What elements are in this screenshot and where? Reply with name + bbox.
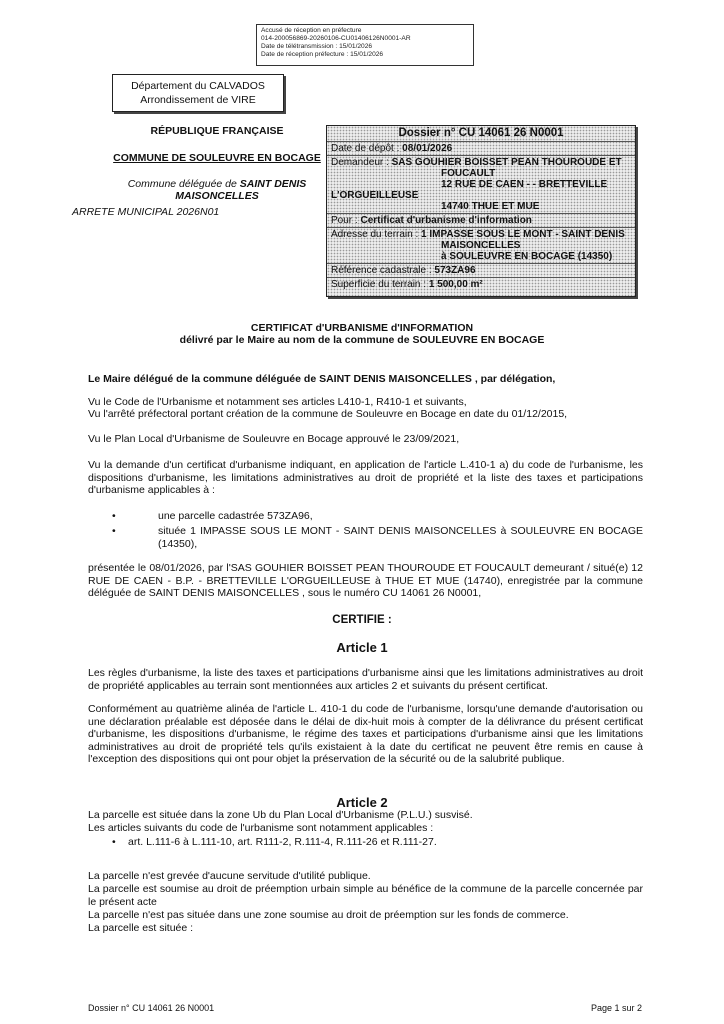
parcel-bullet: une parcelle cadastrée 573ZA96, bbox=[158, 510, 313, 522]
demandeur-line-2: FOUCAULT bbox=[441, 168, 496, 179]
reference-label: Référence cadastrale : bbox=[331, 265, 435, 276]
vu-demande: Vu la demande d'un certificat d'urbanisme indiquant, en application de l'article L.410-1 a) du code de l'urbanisme, les dispositions d'urbanisme, les limitations administratives au droit de propriété et la liste des taxes et participations d'urbanisme applicables à : bbox=[88, 459, 643, 496]
article-1-paragraph-2: Conformément au quatrième alinéa de l'article L. 410-1 du code de l'urbanisme, lorsqu'une demande d'autorisation ou une déclaration préalable est déposée dans le délai de dix-huit mois à compter de la délivrance du présent certificat d'urbanisme, les dispositions d'urbanisme, le régime des taxes et participations d'urbanisme ainsi que les limitations administratives au droit de propriété tels qu'ils existaient à la date du certificat ne peuvent être remis en cause à l'exception des dispositions qui ont pour objet la préservation de la sécurité ou de la salubrité publique. bbox=[88, 703, 643, 765]
vu-plu: Vu le Plan Local d'Urbanisme de Souleuvre en Bocage approuvé le 23/09/2021, bbox=[88, 433, 460, 445]
reception-stamp bbox=[256, 24, 474, 66]
article-1-paragraph-1: Les règles d'urbanisme, la liste des taxes et participations d'urbanisme ainsi que les limitations administratives au droit de propriété applicables au terrain sont mentionnées aux articles 2 et suivants du présent certificat. bbox=[88, 667, 643, 692]
parcel-location-statement: La parcelle est située : bbox=[88, 922, 194, 934]
dossier-title: Dossier n° CU 14061 26 N0001 bbox=[327, 126, 635, 142]
delegated-commune bbox=[72, 178, 362, 202]
vu-arrete: Vu l'arrêté préfectoral portant création de la commune de Souleuvre en Bocage en date du 01/12/2015, bbox=[88, 408, 568, 420]
demandeur-line-3: 12 RUE DE CAEN - - BRETTEVILLE bbox=[441, 179, 608, 190]
adresse-line-2: MAISONCELLES bbox=[441, 240, 521, 251]
arrondissement-name: Arrondissement de VIRE bbox=[140, 94, 256, 106]
stamp-line-2: 014-200056869-20260106-CU01406126N0001-AR bbox=[261, 35, 411, 42]
dossier-adresse-row bbox=[327, 228, 635, 264]
demandeur-line-4: L'ORGUEILLEUSE bbox=[331, 190, 419, 201]
commune-heading: COMMUNE DE SOULEUVRE EN BOCAGE bbox=[113, 152, 321, 164]
delegated-name-1: SAINT DENIS bbox=[239, 178, 307, 190]
dossier-demandeur-row bbox=[327, 156, 635, 214]
stamp-line-3: Date de télétransmission : 15/01/2026 bbox=[261, 43, 373, 50]
dossier-box bbox=[326, 125, 636, 297]
dossier-pour-row bbox=[327, 214, 635, 228]
demandeur-line-1: SAS GOUHIER BOISSET PEAN THOUROUDE ET bbox=[391, 157, 622, 168]
stamp-line-4: Date de réception préfecture : 15/01/2026 bbox=[261, 51, 384, 58]
footer-page-number: Page 1 sur 2 bbox=[590, 1003, 642, 1013]
pour-label: Pour : bbox=[331, 215, 361, 226]
stamp-line-1: Accusé de réception en préfecture bbox=[261, 27, 362, 34]
date-depot-value: 08/01/2026 bbox=[402, 143, 453, 154]
footer-dossier-number: Dossier n° CU 14061 26 N0001 bbox=[88, 1003, 215, 1013]
date-depot-label: Date de dépôt : bbox=[331, 143, 403, 154]
bullet-icon: • bbox=[112, 510, 116, 522]
department-name: Département du CALVADOS bbox=[131, 80, 265, 92]
adresse-line-3: à SOULEUVRE EN BOCAGE (14350) bbox=[441, 251, 613, 262]
maire-statement: Le Maire délégué de la commune déléguée de SAINT DENIS MAISONCELLES , par délégation, bbox=[88, 373, 556, 385]
article-1-title: Article 1 bbox=[336, 640, 388, 655]
reference-value: 573ZA96 bbox=[434, 265, 476, 276]
preemption-commerce-statement: La parcelle n'est pas située dans une zone soumise au droit de préemption sur les fonds de commerce. bbox=[88, 909, 569, 921]
delegated-name-2: MAISONCELLES bbox=[175, 190, 259, 202]
dossier-superficie-row bbox=[327, 278, 635, 291]
article-2-zone: La parcelle est située dans la zone Ub du Plan Local d'Urbanisme (P.L.U.) susvisé. bbox=[88, 809, 473, 821]
adresse-line-1: 1 IMPASSE SOUS LE MONT - SAINT DENIS bbox=[421, 229, 625, 240]
republic-heading: RÉPUBLIQUE FRANÇAISE bbox=[150, 125, 284, 137]
article-2-applicable: Les articles suivants du code de l'urbanisme sont notamment applicables : bbox=[88, 822, 434, 834]
certificate-subtitle: délivré par le Maire au nom de la commune de SOULEUVRE EN BOCAGE bbox=[179, 334, 545, 346]
dossier-date-row bbox=[327, 142, 635, 156]
article-2-title: Article 2 bbox=[336, 795, 388, 810]
location-bullet: située 1 IMPASSE SOUS LE MONT - SAINT DENIS MAISONCELLES à SOULEUVRE EN BOCAGE (14350), bbox=[158, 525, 643, 550]
preemption-urbain-statement: La parcelle est soumise au droit de préemption urbain simple au bénéfice de la commune de la parcelle concernée par le présent acte bbox=[88, 883, 643, 908]
superficie-value: 1 500,00 m² bbox=[428, 279, 483, 290]
bullet-icon: • bbox=[112, 525, 116, 537]
superficie-label: Superficie du terrain : bbox=[331, 279, 429, 290]
presentee-paragraph: présentée le 08/01/2026, par l'SAS GOUHIER BOISSET PEAN THOUROUDE ET FOUCAULT demeurant / situé(e) 12 RUE DE CAEN - B.P. - BRETTEVILLE L'ORGUEILLEUSE à THUE ET MUE (14740), enregistrée par la commune déléguée de SAINT DENIS MAISONCELLES , sous le numéro CU 14061 26 N0001, bbox=[88, 562, 643, 599]
vu-code: Vu le Code de l'Urbanisme et notamment ses articles L410-1, R410-1 et suivants, bbox=[88, 396, 467, 408]
delegated-prefix: Commune déléguée de bbox=[127, 178, 240, 190]
demandeur-line-5: 14740 THUE ET MUE bbox=[441, 201, 540, 212]
certificate-title: CERTIFICAT d'URBANISME d'INFORMATION bbox=[250, 322, 474, 334]
pour-value: Certificat d'urbanisme d'information bbox=[360, 215, 532, 226]
arrete-number: ARRETE MUNICIPAL 2026N01 bbox=[72, 206, 220, 218]
dossier-reference-row bbox=[327, 264, 635, 278]
adresse-label: Adresse du terrain : bbox=[331, 229, 422, 240]
article-2-articles-bullet: art. L.111-6 à L.111-10, art. R111-2, R.111-4, R.111-26 et R.111-27. bbox=[128, 836, 437, 848]
department-box bbox=[112, 74, 284, 112]
servitude-statement: La parcelle n'est grevée d'aucune servitude d'utilité publique. bbox=[88, 870, 371, 882]
demandeur-label: Demandeur : bbox=[331, 157, 392, 168]
bullet-icon: • bbox=[112, 836, 116, 848]
certifie-heading: CERTIFIE : bbox=[332, 614, 392, 626]
